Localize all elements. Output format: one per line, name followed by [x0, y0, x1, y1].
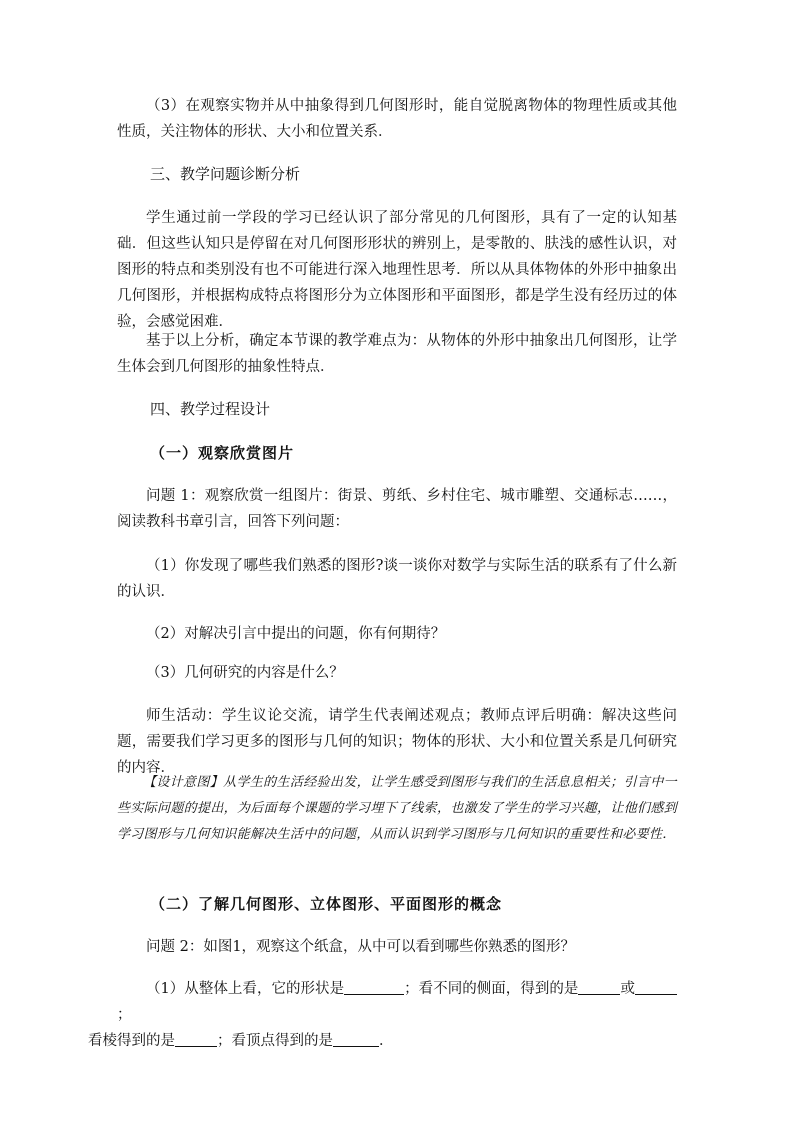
difficulty-paragraph: 基于以上分析，确定本节课的教学难点为：从物体的外形中抽象出几何图形，让学生体会到几何图形的抽象性特点．: [117, 333, 677, 375]
answer-blank-shape[interactable]: [344, 980, 404, 995]
q2a-text-4: ；: [117, 1007, 132, 1023]
question-1-item-3: （3）几何研究的内容是什么？: [146, 665, 344, 681]
q2a-text-1: （1）从整体上看，它的形状是: [146, 981, 345, 997]
design-intent-note: 【设计意图】从学生的生活经验出发，让学生感受到图形与我们的生活息息相关；引言中一些实际问题的提出，为后面每个课题的学习埋下了线索，也激发了学生的学习兴趣，让他们感到学习图形与几何知识能解决生活中的问题，从而认识到学习图形与几何知识的重要性和必要性．: [117, 775, 677, 842]
question-2: 问题 2：如图1，观察这个纸盒，从中可以看到哪些你熟悉的图形？: [146, 939, 576, 955]
question-1: 问题 1：观察欣赏一组图片：街景、剪纸、乡村住宅、城市雕塑、交通标志……，阅读教科书章引言，回答下列问题：: [117, 488, 677, 530]
answer-blank-side-2[interactable]: [635, 980, 677, 995]
teacher-student-activity: 师生活动：学生议论交流，请学生代表阐述观点；教师点评后明确：解决这些问题，需要我们学习更多的图形与几何的知识；物体的形状、大小和位置关系是几何研究的内容．: [117, 708, 677, 776]
question-1-item-2: （2）对解决引言中提出的问题，你有何期待？: [146, 626, 446, 642]
answer-blank-vertex[interactable]: [333, 1032, 379, 1047]
q2a-text-7: ．: [379, 1033, 394, 1049]
answer-blank-edge[interactable]: [175, 1032, 217, 1047]
q2a-text-5: 看棱得到的是: [88, 1033, 175, 1049]
section-heading-4: 四、教学过程设计: [150, 400, 271, 418]
question-1-item-1: （1）你发现了哪些我们熟悉的图形?谈一谈你对数学与实际生活的联系有了什么新的认识．: [117, 558, 677, 600]
section-heading-3: 三、教学问题诊断分析: [150, 165, 301, 183]
diagnosis-paragraph: 学生通过前一学段的学习已经认识了部分常见的几何图形，具有了一定的认知基础．但这些认知只是停留在对几何图形形状的辨别上，是零散的、肤浅的感性认识，对图形的特点和类别没有也不可能进行深入地理性思考．所以从具体物体的外形中抽象出几何图形，并根据构成特点将图形分为立体图形和平面图形，都是学生没有经历过的体验，会感觉困难．: [117, 210, 677, 330]
q2a-text-2: ；看不同的侧面，得到的是: [404, 981, 579, 997]
subsection-heading-1: （一）观察欣赏图片: [150, 444, 295, 462]
subsection-heading-2: （二）了解几何图形、立体图形、平面图形的概念: [150, 895, 503, 913]
question-2-item-1: [88, 976, 677, 1054]
answer-blank-side-1[interactable]: [578, 980, 620, 995]
objective-item-3: （3）在观察实物并从中抽象得到几何图形时，能自觉脱离物体的物理性质或其他性质，关注物体的形状、大小和位置关系．: [117, 98, 677, 140]
q2a-text-6: ；看顶点得到的是: [217, 1033, 333, 1049]
q2a-text-3: 或: [620, 981, 635, 997]
